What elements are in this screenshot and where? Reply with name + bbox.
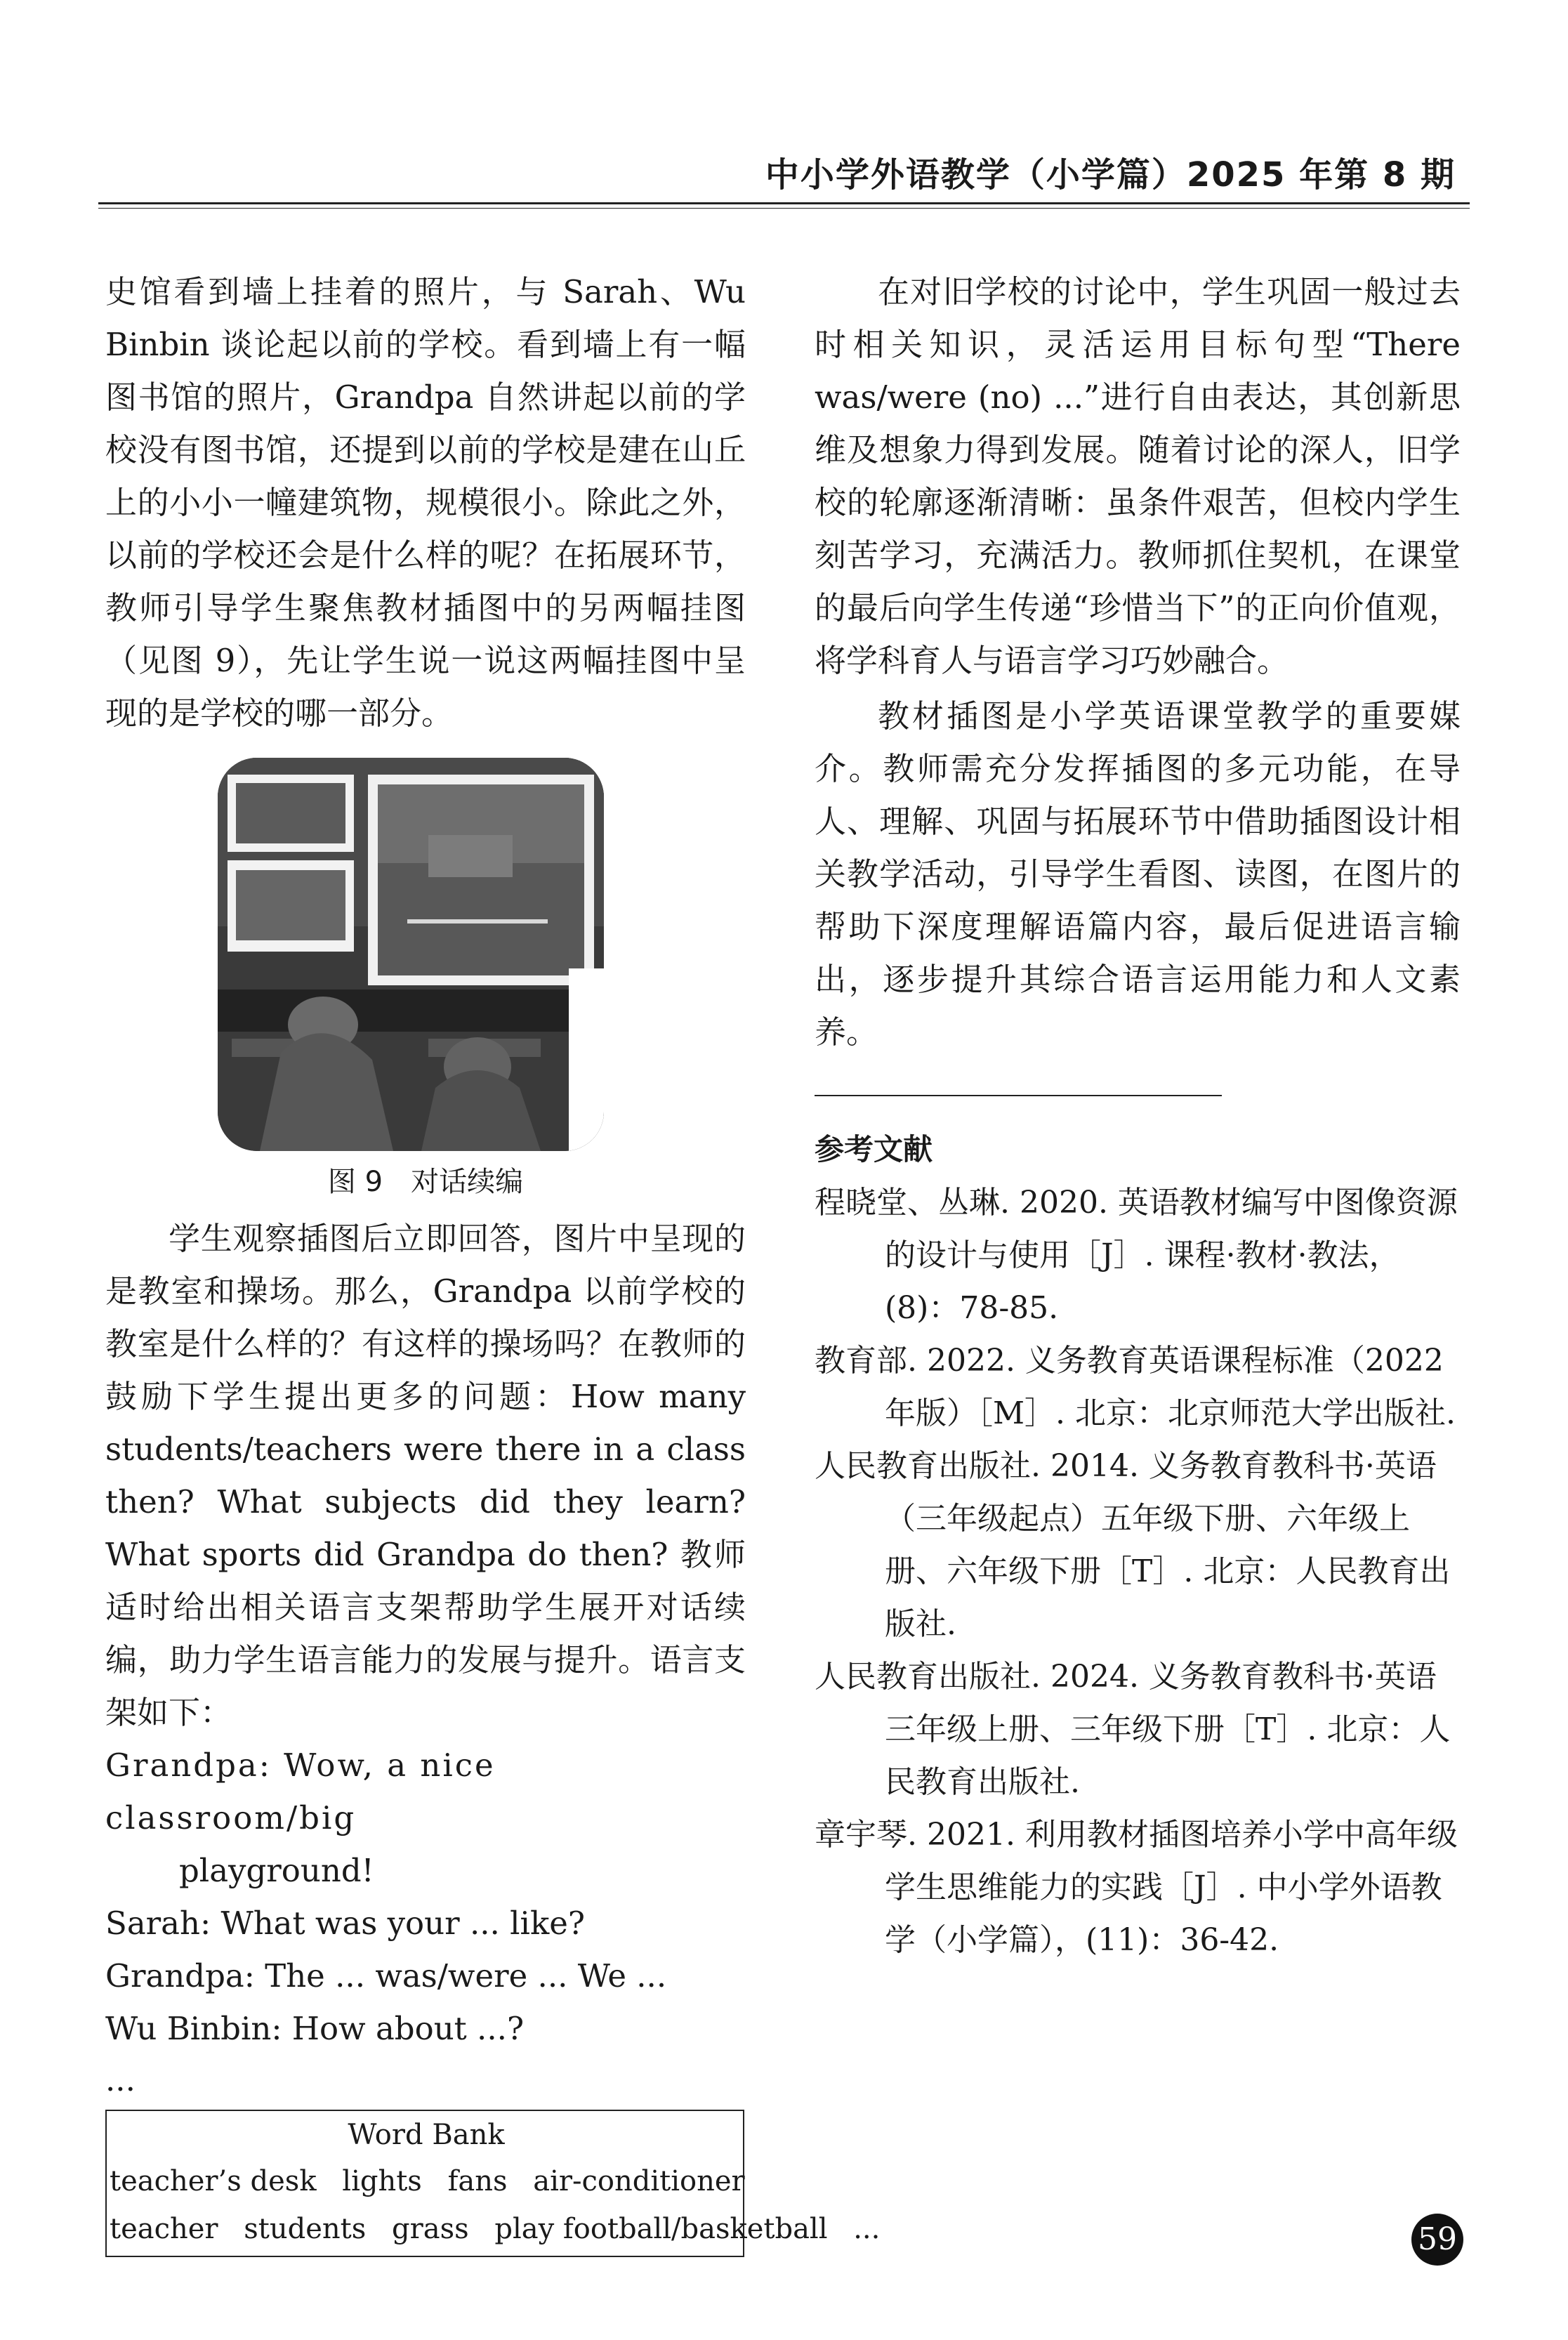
dialogue-line-continuation: playground!	[179, 1852, 374, 1889]
dialogue-scaffold	[105, 1739, 746, 2055]
dialogue-line	[105, 1897, 746, 1950]
references-divider	[815, 1095, 1222, 1096]
reference-entry: 程晓堂、丛琳. 2020. 英语教材编写中图像资源的设计与使用［J］. 课程·教材·教法，(8)：78-85.	[815, 1185, 1458, 1326]
word-bank-item: students	[244, 2213, 367, 2245]
word-bank-item: fans	[447, 2165, 508, 2197]
dialogue-line	[105, 1950, 746, 2002]
dialogue-line	[105, 2002, 746, 2055]
header-rule	[98, 202, 1470, 209]
word-bank-row-1	[110, 2157, 743, 2205]
right-paragraph-1: 在对旧学校的讨论中，学生巩固一般过去时相关知识，灵活运用目标句型“There was/were (no) ...”进行自由表达，其创新思维及想象力得到发展。随着讨论的深人，旧学校的轮廓逐渐清晰：虽条件艰苦，但校内学生刻苦学习，充满活力。教师抓住契机，在课堂的最后向学生传递“珍惜当下”的正向价值观，将学科育人与语言学习巧妙融合。	[815, 273, 1461, 679]
dialogue-line-text: Sarah: What was your ... like?	[105, 1905, 585, 1942]
museum-scene-illustration	[218, 758, 604, 1151]
reference-entry: 章宇琴. 2021. 利用教材插图培养小学中高年级学生思维能力的实践［J］. 中小学外语教学（小学篇），(11)：36-42.	[815, 1817, 1458, 1958]
dialogue-ellipsis: ...	[105, 2061, 136, 2098]
word-bank-box	[105, 2110, 881, 2257]
references-heading: 参考文献	[815, 1132, 933, 1166]
right-column	[815, 265, 1461, 1966]
figure-photo	[218, 758, 604, 1151]
dialogue-line-text: Wu Binbin: How about ...?	[105, 2010, 525, 2047]
word-bank-title: Word Bank	[348, 2119, 505, 2151]
left-paragraph-1: 史馆看到墙上挂着的照片，与 Sarah、Wu Binbin 谈论起以前的学校。看到墙上有一幅图书馆的照片，Grandpa 自然讲起以前的学校没有图书馆，还提到以前的学校是建在山丘上的小小一幢建筑物，规模很小。除此之外，以前的学校还会是什么样的呢？在拓展环节，教师引导学生聚焦教材插图中的另两幅挂图（见图 9），先让学生说一说这两幅挂图中呈现的是学校的哪一部分。	[105, 273, 746, 732]
reference-entry: 教育部. 2022. 义务教育英语课程标准（2022年版）［M］. 北京：北京师范大学出版社.	[815, 1343, 1456, 1431]
figure-9	[105, 758, 746, 1199]
left-paragraph-2: 学生观察插图后立即回答，图片中呈现的是教室和操场。那么，Grandpa 以前学校的教室是什么样的？有这样的操场吗？在教师的鼓励下学生提出更多的问题：How many students/teachers were there in a class then? What subjects did they learn? What sports did Grandpa do then? 教师适时给出相关语言支架帮助学生展开对话续编，助力学生语言能力的发展与提升。语言支架如下：	[105, 1220, 746, 1731]
journal-header: 中小学外语教学（小学篇）2025 年第 8 期	[765, 155, 1456, 195]
word-bank-item: teacher	[110, 2213, 218, 2245]
word-bank-item: lights	[342, 2165, 422, 2197]
reference-entry: 人民教育出版社. 2024. 义务教育教科书·英语三年级上册、三年级下册［T］. 北京：人民教育出版社.	[815, 1659, 1451, 1800]
page-number-badge: 59	[1411, 2214, 1463, 2266]
word-bank-item: ...	[853, 2213, 881, 2245]
right-paragraph-2: 教材插图是小学英语课堂教学的重要媒介。教师需充分发挥插图的多元功能，在导人、理解、巩固与拓展环节中借助插图设计相关教学活动，引导学生看图、读图，在图片的帮助下深度理解语篇内容，最后促进语言输出，逐步提升其综合语言运用能力和人文素养。	[815, 697, 1461, 1051]
word-bank-item: teacher’s desk	[110, 2165, 317, 2197]
dialogue-line	[105, 1739, 746, 1897]
word-bank-item: grass	[392, 2213, 469, 2245]
word-bank-row-2	[110, 2205, 881, 2253]
word-bank-item: air-conditioner	[533, 2165, 745, 2197]
word-bank-item: play football/basketball	[494, 2213, 828, 2245]
figure-caption: 图 9 对话续编	[327, 1166, 524, 1198]
dialogue-line-text: Grandpa: Wow, a nice classroom/big	[105, 1747, 496, 1836]
dialogue-line-text: Grandpa: The ... was/were ... We ...	[105, 1957, 667, 1994]
reference-entry: 人民教育出版社. 2014. 义务教育教科书·英语（三年级起点）五年级下册、六年级上册、六年级下册［T］. 北京：人民教育出版社.	[815, 1448, 1451, 1642]
